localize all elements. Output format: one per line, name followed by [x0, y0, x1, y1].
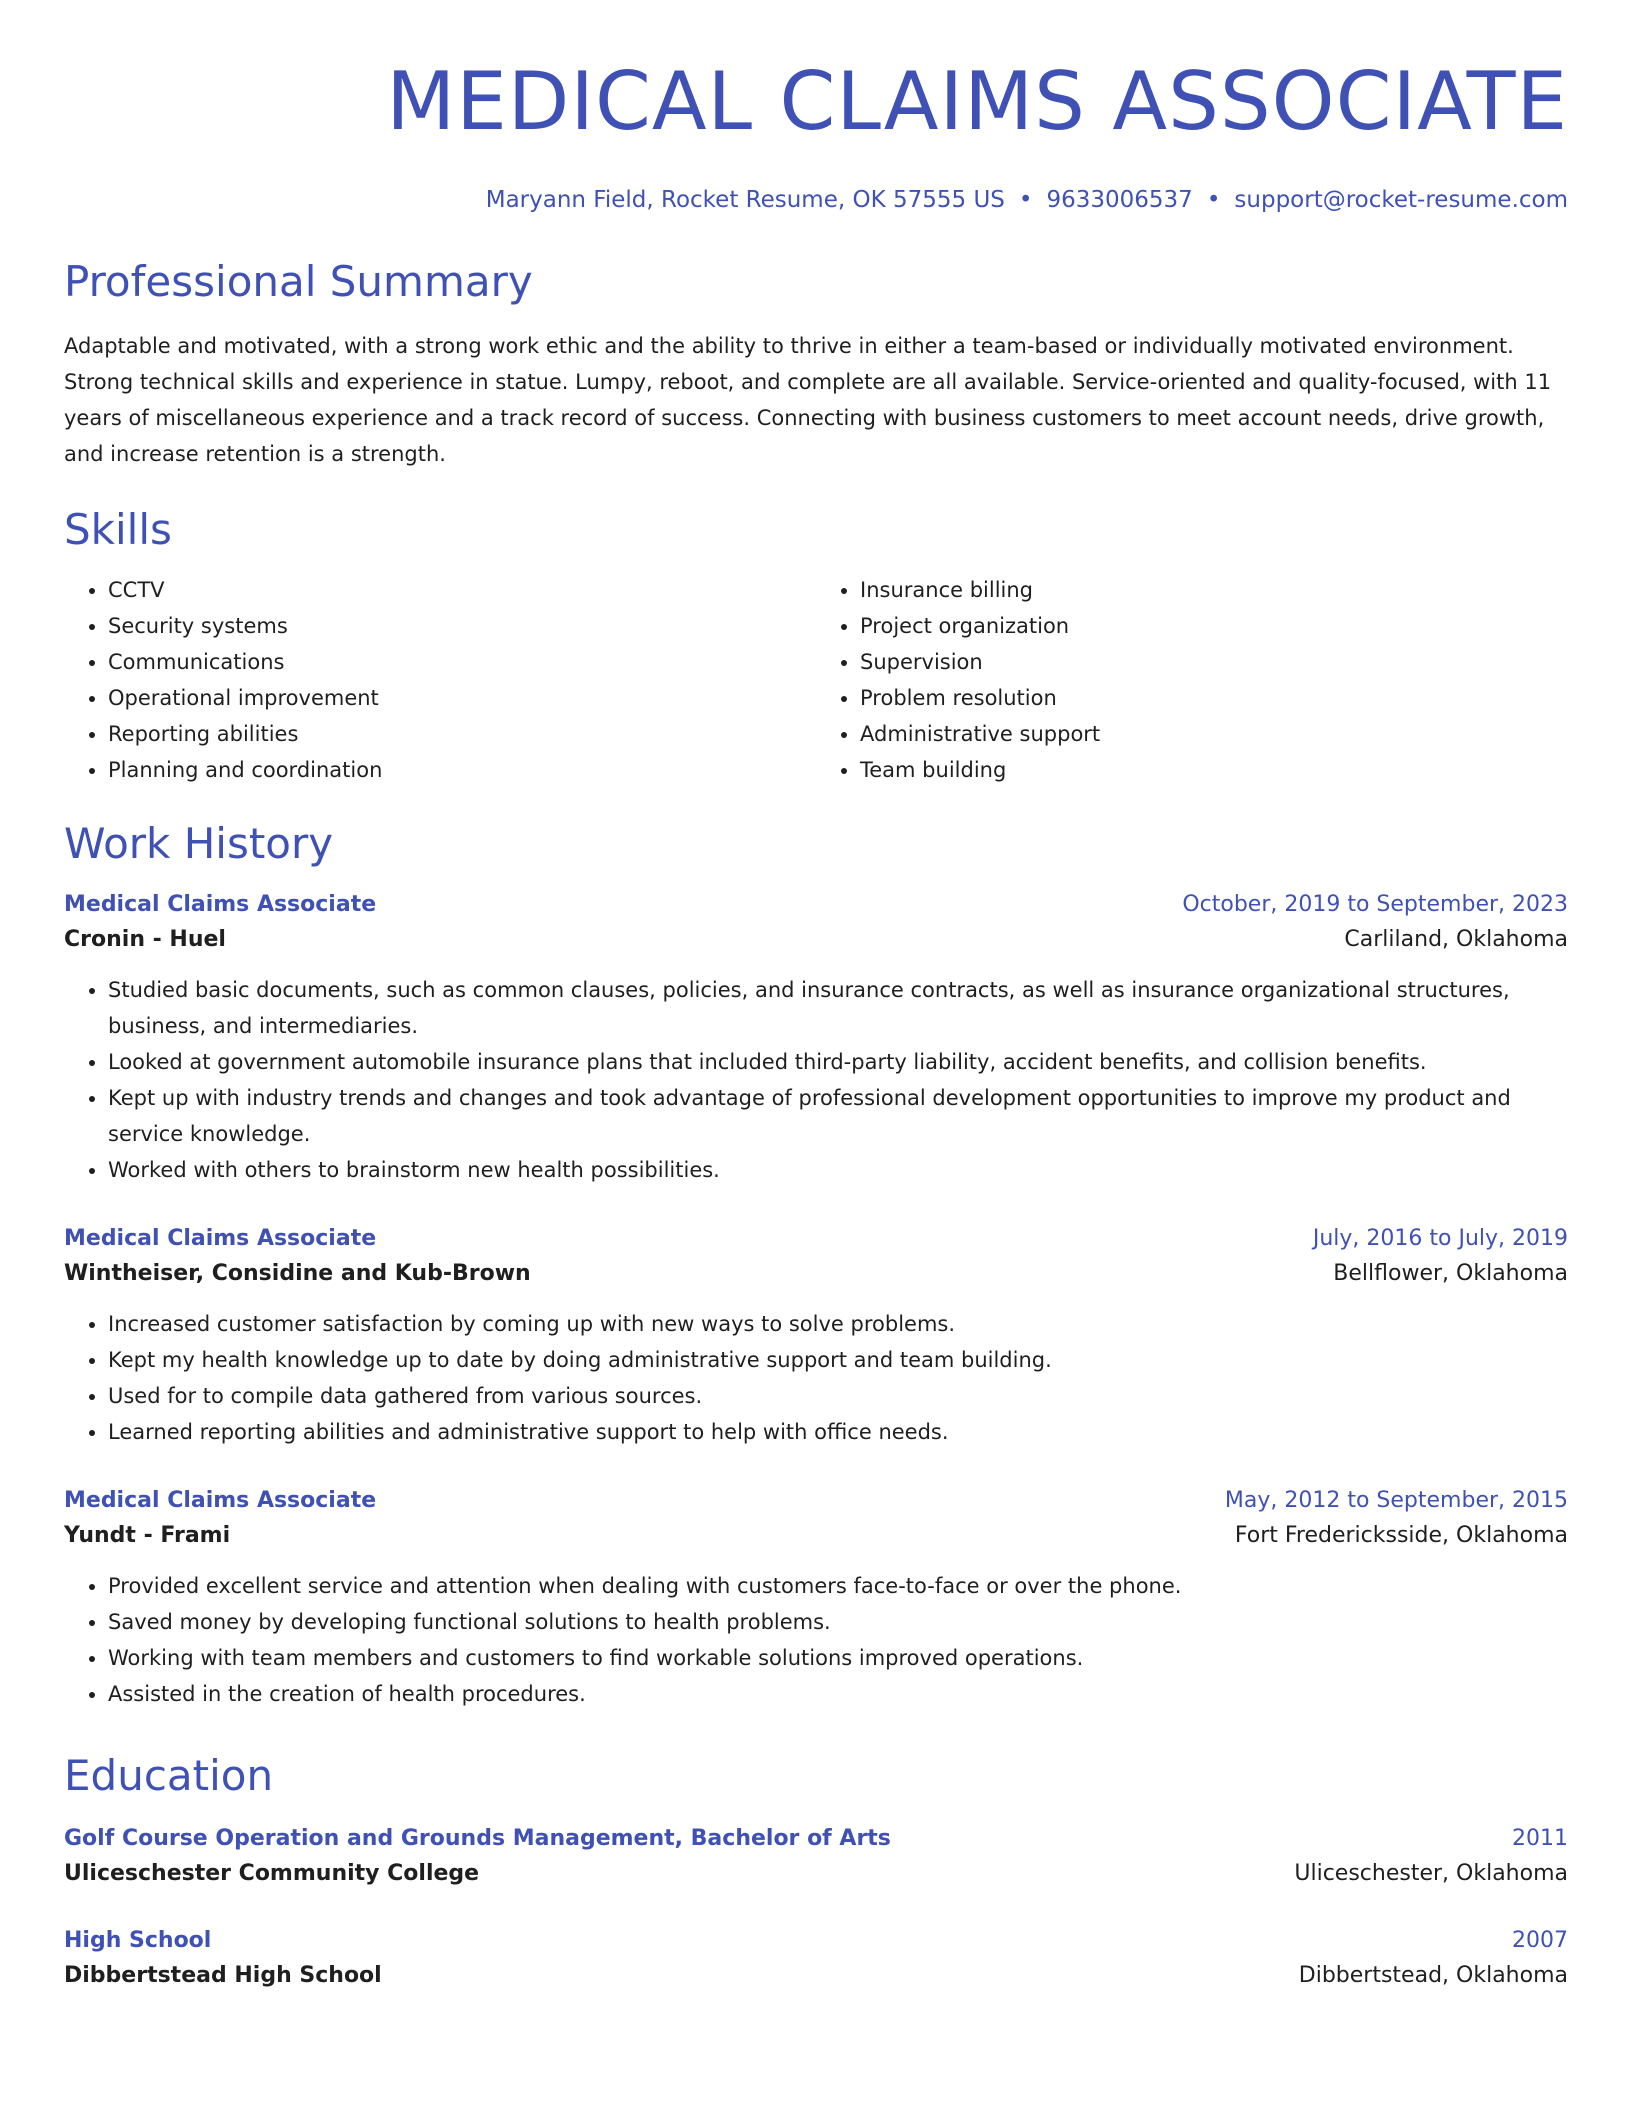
job-dates: October, 2019 to September, 2023 [1182, 892, 1568, 917]
education-location: Dibbertstead, Oklahoma [1298, 1963, 1568, 1988]
skill-item: • CCTV [108, 572, 816, 608]
job-header-row [64, 1222, 1568, 1256]
skill-item: • Problem resolution [860, 680, 1568, 716]
skill-item: • Planning and coordination [108, 752, 816, 788]
skill-item: • Security systems [108, 608, 816, 644]
education-year: 2011 [1512, 1826, 1568, 1851]
job-bullet: • Kept up with industry trends and changes and took advantage of professional development opportunities to improve my product and service knowledge. [108, 1080, 1568, 1152]
skill-item: • Insurance billing [860, 572, 1568, 608]
contact-phone: 9633006537 [1046, 187, 1193, 213]
job-bullet: • Provided excellent service and attention when dealing with customers face-to-face or over the phone. [108, 1568, 1568, 1604]
education-degree: Golf Course Operation and Grounds Management, Bachelor of Arts [64, 1826, 891, 1851]
job-bullet: • Studied basic documents, such as common clauses, policies, and insurance contracts, as well as insurance organizational structures, business, and intermediaries. [108, 972, 1568, 1044]
job-bullet: • Worked with others to brainstorm new health possibilities. [108, 1152, 1568, 1188]
contact-line [64, 184, 1568, 216]
job-entry [64, 888, 1568, 1188]
job-bullets [64, 1568, 1568, 1712]
job-employer: Yundt - Frami [64, 1523, 231, 1548]
contact-separator: • [1018, 187, 1033, 213]
job-bullet: • Learned reporting abilities and administrative support to help with office needs. [108, 1414, 1568, 1450]
job-bullet: • Working with team members and customers to find workable solutions improved operations. [108, 1640, 1568, 1676]
job-employer: Cronin - Huel [64, 927, 226, 952]
skill-item: • Project organization [860, 608, 1568, 644]
summary-section [64, 256, 1568, 472]
job-entry [64, 1484, 1568, 1712]
skills-column-left [64, 572, 816, 788]
education-header-row [64, 1822, 1568, 1856]
job-header-row [64, 1484, 1568, 1518]
education-year: 2007 [1512, 1928, 1568, 1953]
skills-section [64, 504, 1568, 788]
job-bullet: • Assisted in the creation of health procedures. [108, 1676, 1568, 1712]
education-location: Uliceschester, Oklahoma [1294, 1861, 1568, 1886]
education-section [64, 1750, 1568, 1994]
education-school-row [64, 1958, 1568, 1994]
job-title: Medical Claims Associate [64, 1488, 377, 1513]
education-school-row [64, 1856, 1568, 1892]
job-location: Fort Fredericksside, Oklahoma [1234, 1523, 1568, 1548]
skill-item: • Communications [108, 644, 816, 680]
job-bullet: • Looked at government automobile insurance plans that included third-party liability, accident benefits, and collision benefits. [108, 1044, 1568, 1080]
job-employer: Wintheiser, Considine and Kub-Brown [64, 1261, 531, 1286]
job-bullet: • Kept my health knowledge up to date by doing administrative support and team building. [108, 1342, 1568, 1378]
summary-text: Adaptable and motivated, with a strong work ethic and the ability to thrive in either a team-based or individually motivated environment. Strong technical skills and experience in statue. Lumpy, reboot, and complete are all available. Service-oriented and quality-focused, with 11 years of miscellaneous experience and a track record of success. Connecting with business customers to meet account needs, drive growth, and increase retention is a strength. [64, 334, 1552, 466]
job-dates: July, 2016 to July, 2019 [1312, 1226, 1568, 1251]
skill-item: • Supervision [860, 644, 1568, 680]
resume-header [64, 56, 1568, 216]
job-employer-row [64, 1518, 1568, 1554]
section-title-education: Education [64, 1751, 274, 1800]
section-title-skills: Skills [64, 505, 172, 554]
education-header-row [64, 1924, 1568, 1958]
job-bullet: • Increased customer satisfaction by coming up with new ways to solve problems. [108, 1306, 1568, 1342]
job-title-heading: MEDICAL CLAIMS ASSOCIATE [386, 55, 1568, 148]
education-school: Dibbertstead High School [64, 1963, 382, 1988]
job-employer-row [64, 1256, 1568, 1292]
education-entry [64, 1924, 1568, 1994]
job-employer-row [64, 922, 1568, 958]
job-header-row [64, 888, 1568, 922]
contact-address: Maryann Field, Rocket Resume, OK 57555 US [485, 187, 1005, 213]
job-bullet: • Used for to compile data gathered from various sources. [108, 1378, 1568, 1414]
education-entry [64, 1822, 1568, 1892]
education-school: Uliceschester Community College [64, 1861, 480, 1886]
education-degree: High School [64, 1928, 212, 1953]
section-title-work-history: Work History [64, 819, 334, 868]
job-entry [64, 1222, 1568, 1450]
job-location: Carliland, Oklahoma [1344, 927, 1568, 952]
skills-grid [64, 572, 1568, 788]
skill-item: • Operational improvement [108, 680, 816, 716]
skill-item: • Reporting abilities [108, 716, 816, 752]
work-history-section [64, 818, 1568, 1712]
job-dates: May, 2012 to September, 2015 [1224, 1488, 1568, 1513]
contact-separator: • [1206, 187, 1221, 213]
skill-item: • Administrative support [860, 716, 1568, 752]
job-title: Medical Claims Associate [64, 1226, 377, 1251]
job-bullet: • Saved money by developing functional solutions to health problems. [108, 1604, 1568, 1640]
section-title-summary: Professional Summary [64, 257, 533, 306]
job-title: Medical Claims Associate [64, 892, 377, 917]
job-bullets [64, 1306, 1568, 1450]
contact-email: support@rocket-resume.com [1234, 187, 1568, 213]
skills-column-right [816, 572, 1568, 788]
skill-item: • Team building [860, 752, 1568, 788]
job-location: Bellflower, Oklahoma [1333, 1261, 1568, 1286]
job-bullets [64, 972, 1568, 1188]
